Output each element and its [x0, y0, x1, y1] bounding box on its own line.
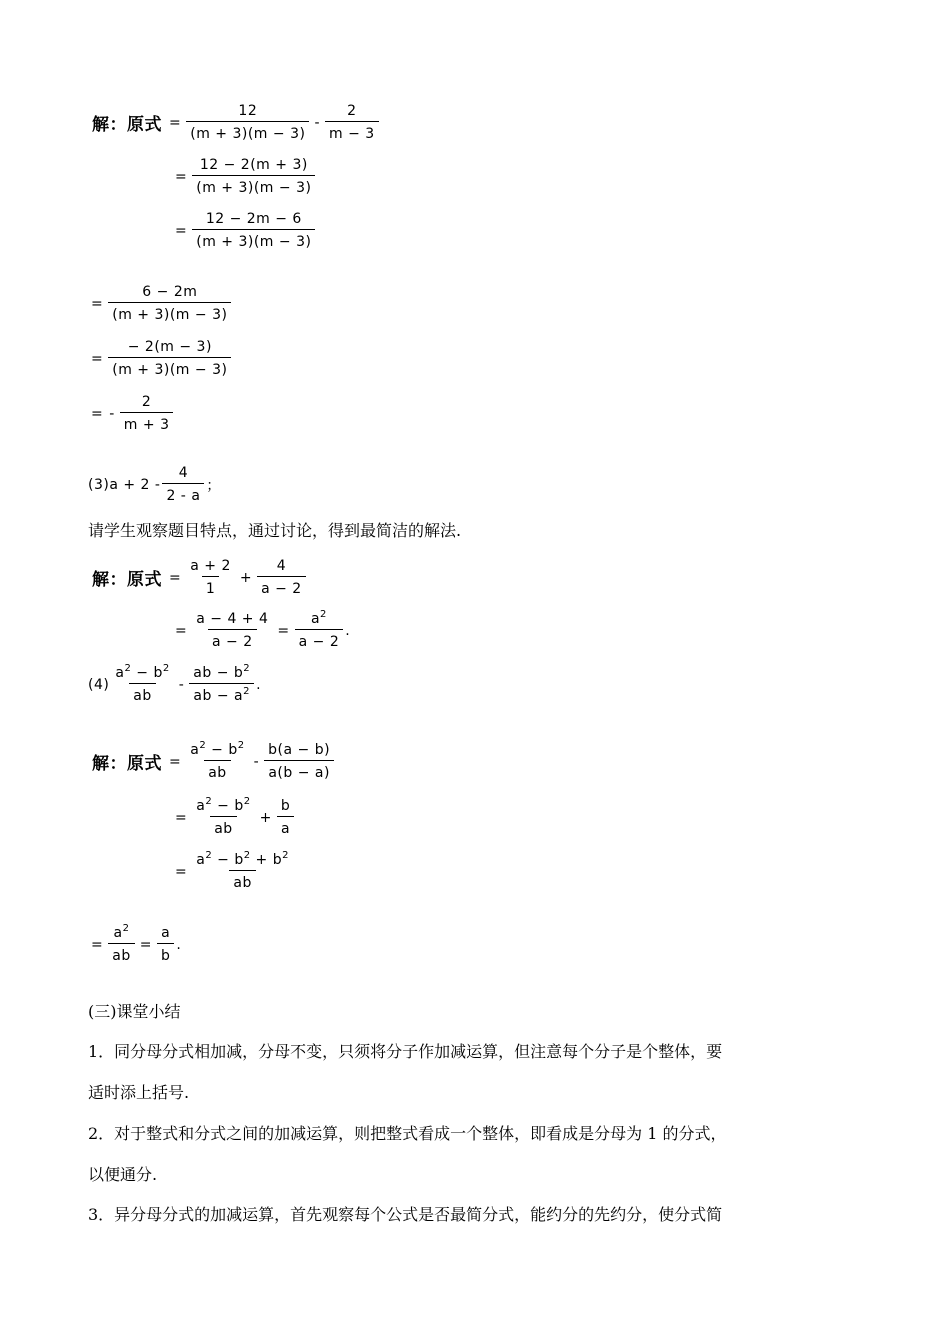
fraction: $\frac{a^2 - b^2}{ab}$: [115, 663, 170, 704]
fraction: $\frac{b}{a}$: [277, 798, 294, 837]
ex4-problem: (4) $\frac{a^2 - b^2}{ab}$ - $\frac{ab - b^2}{ab - a^2}$ .: [88, 663, 262, 704]
solution-label: 解：原式: [92, 115, 162, 135]
ex4-line-3: = $\frac{a^2 - b^2 + b^2}{ab}$: [172, 852, 295, 891]
ex2-line-2: = $\frac{12 - 2(m + 3)}{(m + 3)(m - 3)}$: [172, 157, 317, 196]
solution-label: 解：原式: [92, 570, 162, 590]
ex4-line-4: = $\frac{a^2}{ab}$ = $\frac{a}{b}$ .: [91, 923, 182, 964]
ex2-line-6: = - $\frac{2}{m + 3}$: [88, 394, 175, 433]
ex2-line-4: = $\frac{6 - 2m}{(m + 3)(m - 3)}$: [88, 284, 233, 323]
fraction: $\frac{4}{2 - a}$: [162, 465, 204, 504]
summary-line: 2．对于整式和分式之间的加减运算，则把整式看成一个整体，即看成是分母为 1 的分式，: [88, 1124, 727, 1143]
ex2-line-5: = $\frac{- 2(m - 3)}{(m + 3)(m - 3)}$: [88, 339, 233, 378]
ex4-line-1: 解：原式 = $\frac{a^2 - b^2}{ab}$ - $\frac{b(a - b)}{a(b - a)}$: [92, 742, 336, 781]
summary-line: 3．异分母分式的加减运算，首先观察每个公式是否最简分式，能约分的先约分，使分式简: [88, 1205, 723, 1224]
ex2-line-1: 解：原式 = $\frac{12}{(m + 3)(m - 3)}$ - $\frac{2}{m - 3}$: [92, 103, 381, 142]
fraction: $\frac{ab - b^2}{ab - a^2}$: [189, 665, 254, 704]
ex3-problem: (3)a + 2 - $\frac{4}{2 - a}$ ；: [88, 465, 221, 504]
ex4-line-2: = $\frac{a^2 - b^2}{ab}$ + $\frac{b}{a}$: [172, 798, 296, 837]
summary-line: 适时添上括号.: [88, 1083, 190, 1102]
ex3-line-1: 解：原式 = $\frac{a + 2}{1}$ + $\frac{4}{a - 2}$: [92, 558, 308, 597]
ex2-line-3: = $\frac{12 - 2m - 6}{(m + 3)(m - 3)}$: [172, 211, 317, 250]
fraction: $\frac{a + 2}{1}$: [190, 558, 231, 597]
fraction: $\frac{a^2 - b^2 + b^2}{ab}$: [196, 850, 290, 891]
ex3-note: 请学生观察题目特点，通过讨论，得到最简洁的解法.: [88, 521, 462, 540]
fraction: $\frac{12 - 2m - 6}{(m + 3)(m - 3)}$: [192, 211, 315, 250]
fraction: $\frac{2}{m - 3}$: [325, 103, 379, 142]
fraction: $\frac{12 - 2(m + 3)}{(m + 3)(m - 3)}$: [192, 157, 315, 196]
solution-label: 解：原式: [92, 754, 162, 774]
fraction: $\frac{12}{(m + 3)(m - 3)}$: [186, 103, 309, 142]
summary-heading: (三)课堂小结: [88, 1002, 181, 1021]
fraction: $\frac{a^2}{a - 2}$: [295, 611, 344, 650]
fraction: $\frac{6 - 2m}{(m + 3)(m - 3)}$: [108, 284, 231, 323]
fraction: $\frac{a}{b}$: [157, 925, 174, 964]
summary-line: 1．同分母分式相加减，分母不变，只须将分子作加减运算，但注意每个分子是个整体，要: [88, 1042, 723, 1061]
fraction: $\frac{b(a - b)}{a(b - a)}$: [264, 742, 334, 781]
summary-line: 以便通分.: [88, 1165, 158, 1184]
fraction: $\frac{4}{a - 2}$: [257, 558, 306, 597]
fraction: $\frac{2}{m + 3}$: [120, 394, 174, 433]
fraction: $\frac{a^2}{ab}$: [108, 925, 134, 964]
fraction: $\frac{- 2(m - 3)}{(m + 3)(m - 3)}$: [108, 339, 231, 378]
fraction: $\frac{a^2 - b^2}{ab}$: [190, 740, 245, 781]
fraction: $\frac{a - 4 + 4}{a - 2}$: [196, 611, 269, 650]
ex3-line-2: = $\frac{a - 4 + 4}{a - 2}$ = $\frac{a^2}{a - 2}$ .: [175, 609, 351, 650]
fraction: $\frac{a^2 - b^2}{ab}$: [196, 796, 251, 837]
